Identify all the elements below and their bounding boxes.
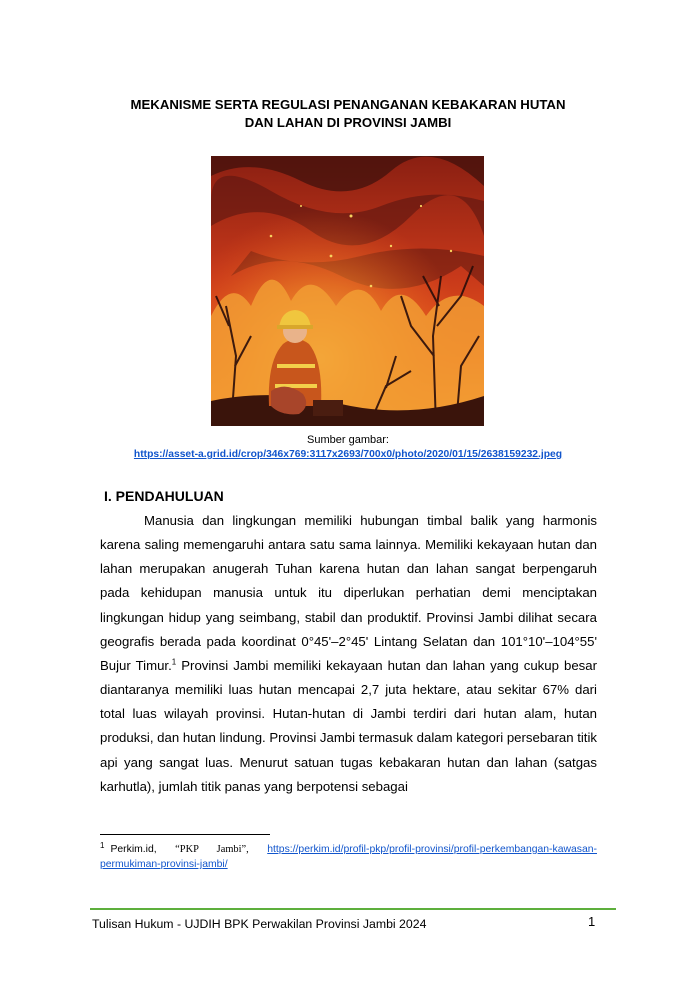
caption-source-link[interactable]: https://asset-a.grid.id/crop/346x769:3117x2693/700x0/photo/2020/01/15/2638159232.jpeg <box>133 449 563 460</box>
paragraph-text-part1: Manusia dan lingkungan memiliki hubungan timbal balik yang harmonis karena saling memengaruhi antara satu sama lainnya. Memiliki kekayaan hutan dan lahan merupakan anugerah Tuhan karena hutan dan lahan sangat berpengaruh pada kehidupan manusia untuk itu diperlukan perhatian demi menciptakan lingkungan hidup yang seimbang, stabil dan produktif. Provinsi Jambi dilihat secara geografis berada pada koordinat 0°45'–2°45' Lintang Selatan dan 101°10'–104°55' Bujur Timur. <box>100 513 597 673</box>
body-paragraph <box>100 509 597 799</box>
page-number: 1 <box>588 914 596 929</box>
forest-fire-illustration <box>211 156 484 426</box>
paragraph-text-part2: Provinsi Jambi memiliki kekayaan hutan dan lahan yang cukup besar diantaranya memiliki luas hutan mencapai 2,7 juta hektare, atau sekitar 67% dari total luas wilayah provinsi. Hutan-hutan di Jambi terdiri dari hutan alam, hutan produksi, dan hutan lindung. Provinsi Jambi termasuk dalam kategori persebaran titik api yang sangat luas. Menurut satuan tugas kebakaran hutan dan lahan (satgas karhutla), jumlah titik panas yang berpotensi sebagai <box>100 657 597 794</box>
figure-caption <box>100 433 596 462</box>
footnote-title: “PKP Jambi”, <box>175 844 249 855</box>
document-title <box>100 96 596 132</box>
footnote <box>100 842 597 872</box>
footnote-link[interactable]: https://perkim.id/profil-pkp/profil-provinsi/profil-perkembangan-kawasan-permukiman-provinsi-jambi/ <box>100 844 597 870</box>
footnote-reference[interactable]: 1 <box>171 657 177 667</box>
footer-text: Tulisan Hukum - UJDIH BPK Perwakilan Provinsi Jambi 2024 <box>92 917 427 931</box>
caption-label: Sumber gambar: <box>307 434 389 446</box>
title-line-1: MEKANISME SERTA REGULASI PENANGANAN KEBAKARAN HUTAN <box>130 97 566 112</box>
section-heading: I. PENDAHULUAN <box>104 488 224 504</box>
footnote-number: 1 <box>100 840 105 850</box>
footnote-divider <box>100 834 270 835</box>
footnote-source: Perkim.id, <box>110 844 157 855</box>
title-line-2: DAN LAHAN DI PROVINSI JAMBI <box>244 115 452 130</box>
footer-divider <box>90 908 616 910</box>
